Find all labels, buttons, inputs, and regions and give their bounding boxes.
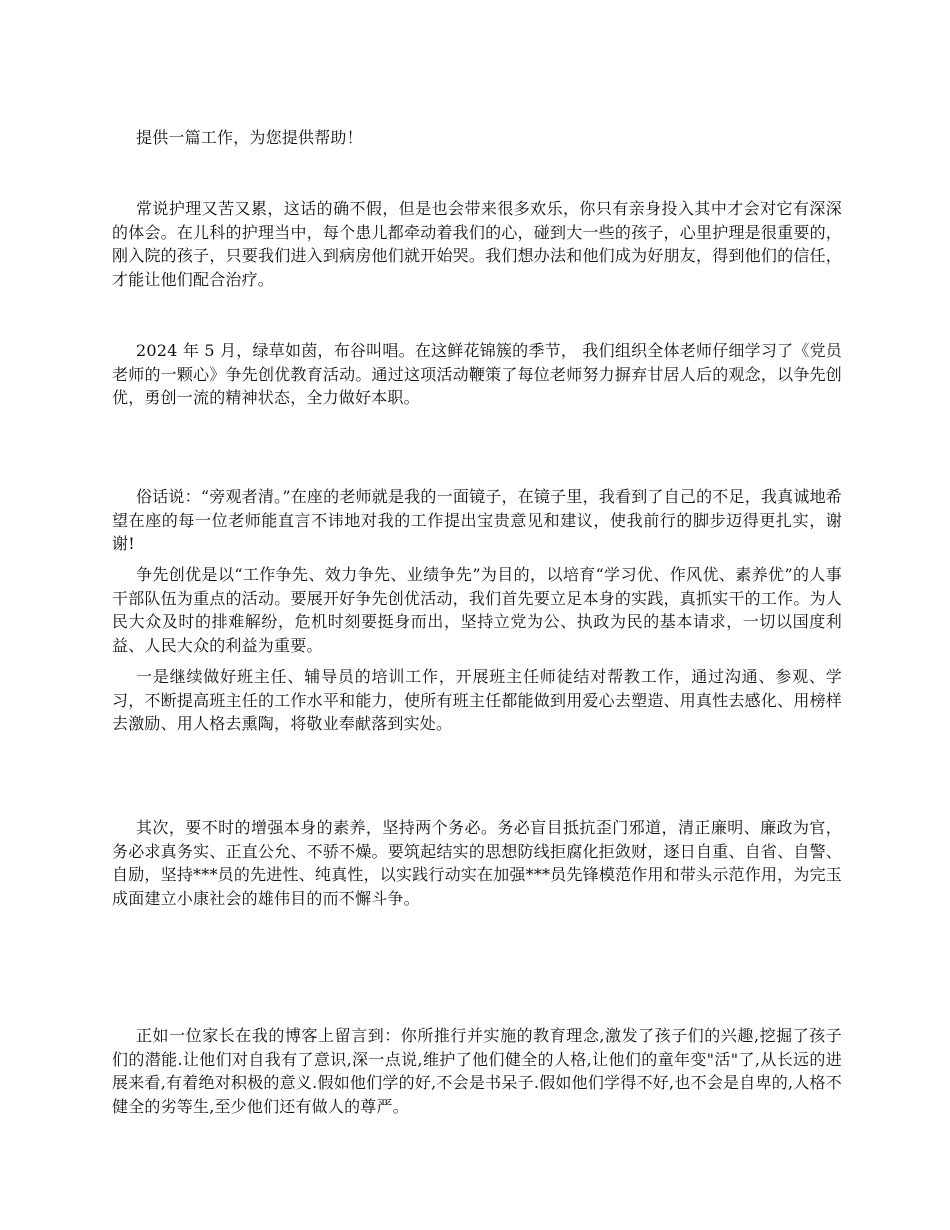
activity-paragraph: 2024 年 5 月，绿草如茵，布谷叫唱。在这鲜花锦簇的季节， 我们组织全体老师仔细学习了《党员老师的一颗心》争先创优教育活动。通过这项活动鞭策了每位老师努力摒弃甘居人后的观念，以争先创优，勇创一流的精神状态，全力做好本职。 bbox=[112, 341, 842, 407]
parent-feedback-paragraph: 正如一位家长在我的博客上留言到：你所推行并实施的教育理念,激发了孩子们的兴趣,挖掘了孩子们的潜能.让他们对自我有了意识,深一点说,维护了他们健全的人格,让他们的童年变"活"了,从长远的进展来看,有着绝对积极的意义.假如他们学的好,不会是书呆子.假如他们学得不好,也不会是自卑的,人格不健全的劣等生,至少他们还有做人的尊严。 bbox=[112, 1026, 842, 1116]
integrity-paragraph: 其次，要不时的增强本身的素养，坚持两个务必。务必盲目抵抗歪门邪道，清正廉明、廉政为官，务必求真务实、正直公允、不骄不燥。要筑起结实的思想防线拒腐化拒敛财，逐日自重、自省、自警、自励，坚持***员的先进性、纯真性，以实践行动实在加强***员先锋模范作用和带头示范作用，为完玉成面建立小康社会的雄伟目的而不懈斗争。 bbox=[112, 818, 842, 908]
intro-paragraph: 提供一篇工作，为您提供帮助！ bbox=[136, 128, 363, 147]
nursing-paragraph: 常说护理又苦又累，这话的确不假，但是也会带来很多欢乐，你只有亲身投入其中才会对它有深深的体会。在儿科的护理当中，每个患儿都牵动着我们的心，碰到大一些的孩子，心里护理是很重要的，刚入院的孩子，只要我们进入到病房他们就开始哭。我们想办法和他们成为好朋友，得到他们的信任，才能让他们配合治疗。 bbox=[112, 199, 842, 289]
training-paragraph: 一是继续做好班主任、辅导员的培训工作，开展班主任师徒结对帮教工作，通过沟通、参观、学习，不断提高班主任的工作水平和能力，使所有班主任都能做到用爱心去塑造、用真性去感化、用榜样去激励、用人格去熏陶，将敬业奉献落到实处。 bbox=[112, 667, 842, 733]
proverb-paragraph: 俗话说：“旁观者清。”在座的老师就是我的一面镜子，在镜子里，我看到了自己的不足，我真诚地希望在座的每一位老师能直言不讳地对我的工作提出宝贵意见和建议，使我前行的脚步迈得更扎实，谢谢! bbox=[112, 487, 842, 553]
excellence-paragraph: 争先创优是以“工作争先、效力争先、业绩争先”为目的，以培育“学习优、作风优、素养优”的人事干部队伍为重点的活动。要展开好争先创优活动，我们首先要立足本身的实践，真抓实干的工作。为人民大众及时的排难解纷，危机时刻要挺身而出，坚持立党为公、执政为民的基本请求，一切以国度利益、人民大众的利益为重要。 bbox=[112, 565, 842, 655]
